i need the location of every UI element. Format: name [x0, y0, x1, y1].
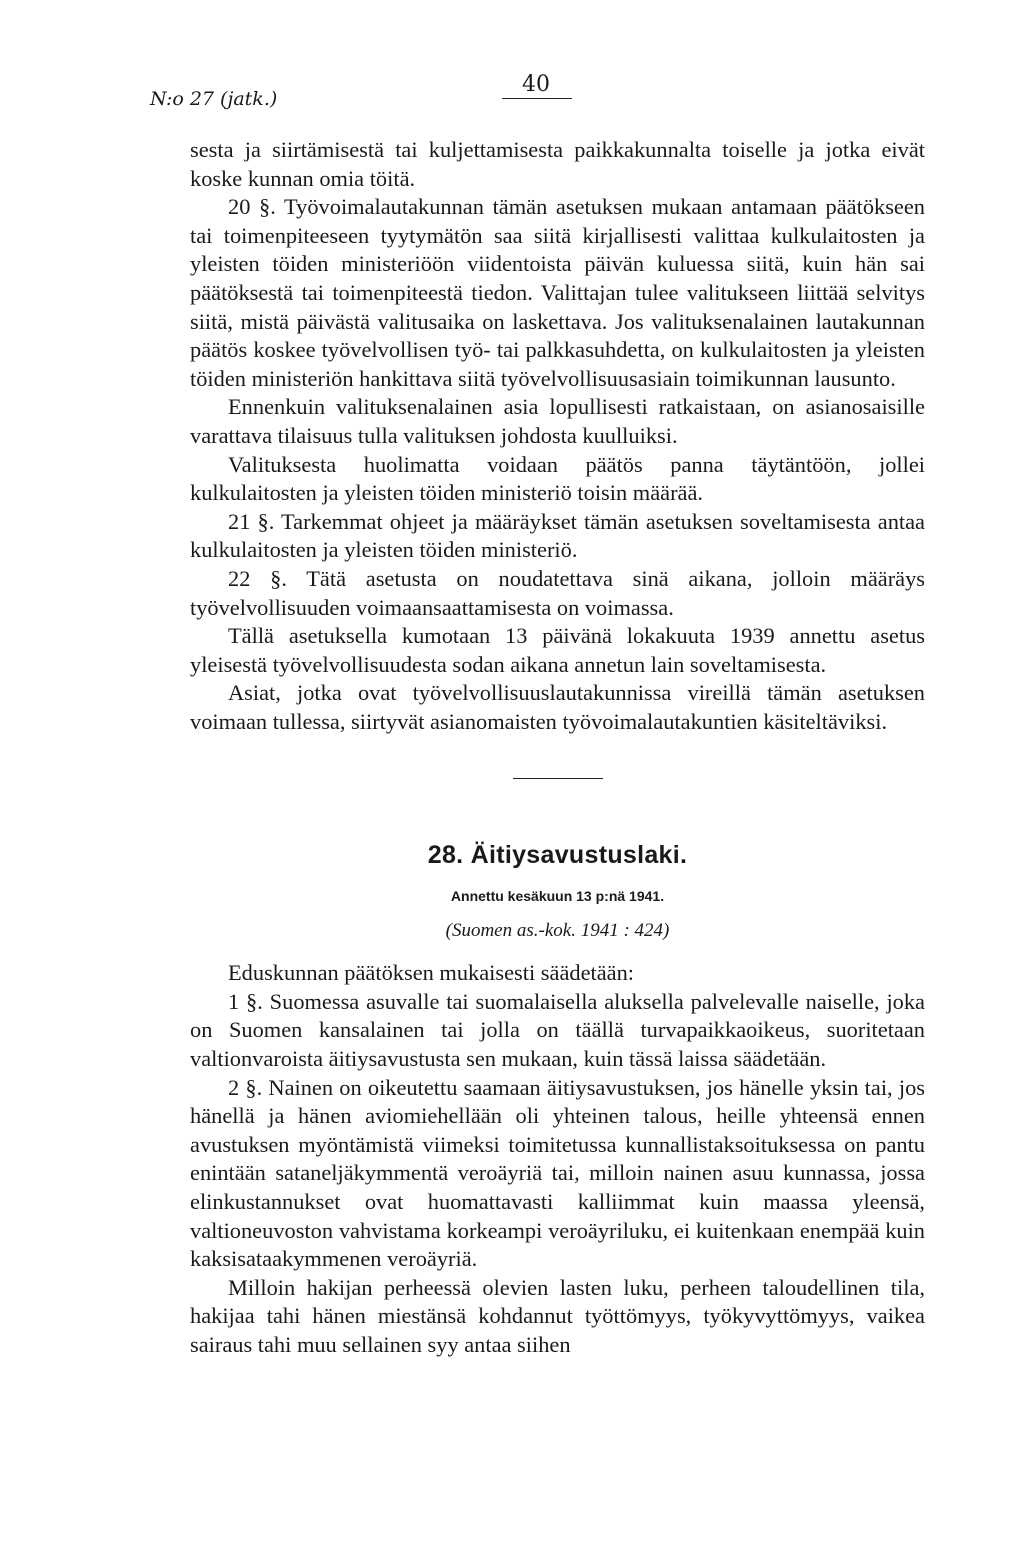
- paragraph: 22 §. Tätä asetusta on noudatettava sinä aikana, jolloin määräys työvelvollisuuden voimaansaattamisesta on voimassa.: [190, 565, 925, 620]
- header-rule: [502, 98, 572, 99]
- paragraph: 1 §. Suomessa asuvalle tai suomalaisella aluksella palvelevalle naiselle, joka on Suomen kansalainen tai jolla on täällä turvapaikkaoikeus, suoritetaan valtionvaroista äitiysavustusta sen mukaan, kuin tässä laissa säädetään.: [190, 988, 925, 1072]
- paragraph: Ennenkuin valituksenalainen asia lopullisesti ratkaistaan, on asianosaisille varattava tilaisuus tulla valituksen johdosta kuulluiksi.: [190, 394, 925, 448]
- body-text: [190, 136, 925, 1360]
- paragraph: 20 §. Työvoimalautakunnan tämän asetuksen mukaan antamaan päätökseen tai toimenpiteeseen tyytymätön saa siitä kirjallisesti valittaa kulkulaitosten ja yleisten töiden ministeriöön viidentoista päivän kuluessa siitä, kuin hän sai päätöksestä tai toimenpiteestä tiedon. Valittajan tulee valitukseen liittää selvitys siitä, mistä päivästä valitusaika on laskettava. Jos valituksenalainen lautakunnan päätös koskee työvelvollisen työ- tai palkkasuhdetta, on kulkulaitosten ja yleisten töiden ministeriön hankittava siitä työvelvollisuusasiain toimikunnan lausunto.: [190, 194, 925, 391]
- paragraph: Tällä asetuksella kumotaan 13 päivänä lokakuuta 1939 annettu asetus yleisestä työvelvollisuudesta sodan aikana annetun lain soveltamisesta.: [190, 623, 925, 677]
- law-title: 28. Äitiysavustuslaki.: [427, 841, 688, 870]
- paragraph: 21 §. Tarkemmat ohjeet ja määräykset tämän asetuksen soveltamisesta antaa kulkulaitosten ja yleisten töiden ministeriö.: [190, 508, 925, 563]
- page-number: 40: [522, 72, 550, 97]
- paragraph: 2 §. Nainen on oikeutettu saamaan äitiysavustuksen, jos hänelle yksin tai, jos hänellä ja hänen aviomiehellään oli yhteinen talous, heille yhteensä ennen avustuksen myöntämistä viimeksi toimitetussa kunnallistaksoituksessa on pantu enintään sataneljäkymmentä veroäyriä tai, milloin nainen asuu kunnassa, jossa elinkustannukset ovat huomattavasti kalliimmat kuin maassa yleensä, valtioneuvoston vahvistama korkeampi veroäyriluku, ei kuitenkaan enempää kuin kaksisataakymmenen veroäyriä.: [190, 1074, 925, 1272]
- running-header: [150, 72, 890, 118]
- paragraph: sesta ja siirtämisestä tai kuljettamisesta paikkakunnalta toiselle ja jotka eivät koske kunnan omia töitä.: [190, 137, 925, 191]
- law-source: (Suomen as.-kok. 1941 : 424): [445, 919, 670, 941]
- enacting-clause: Eduskunnan päätöksen mukaisesti säädetään:: [228, 960, 635, 986]
- paragraph: Asiat, jotka ovat työvelvollisuuslautakunnissa vireillä tämän asetuksen voimaan tullessa, siirtyvät asianomaisten työvoimalautakuntien käsiteltäviksi.: [190, 680, 925, 734]
- series-reference: N:o 27 (jatk.): [150, 88, 278, 110]
- paragraph: Valituksesta huolimatta voidaan päätös panna täytäntöön, jollei kulkulaitosten ja yleisten töiden ministeriö toisin määrää.: [190, 451, 925, 506]
- law-date: Annettu kesäkuun 13 p:nä 1941.: [450, 888, 665, 905]
- paragraph: Milloin hakijan perheessä olevien lasten luku, perheen taloudellinen tila, hakijaa tahi hänen miestänsä kohdannut työttömyys, työkyvyttömyys, vaikea sairaus tahi muu sellainen syy antaa siihen: [190, 1274, 925, 1357]
- section-separator: [513, 778, 603, 779]
